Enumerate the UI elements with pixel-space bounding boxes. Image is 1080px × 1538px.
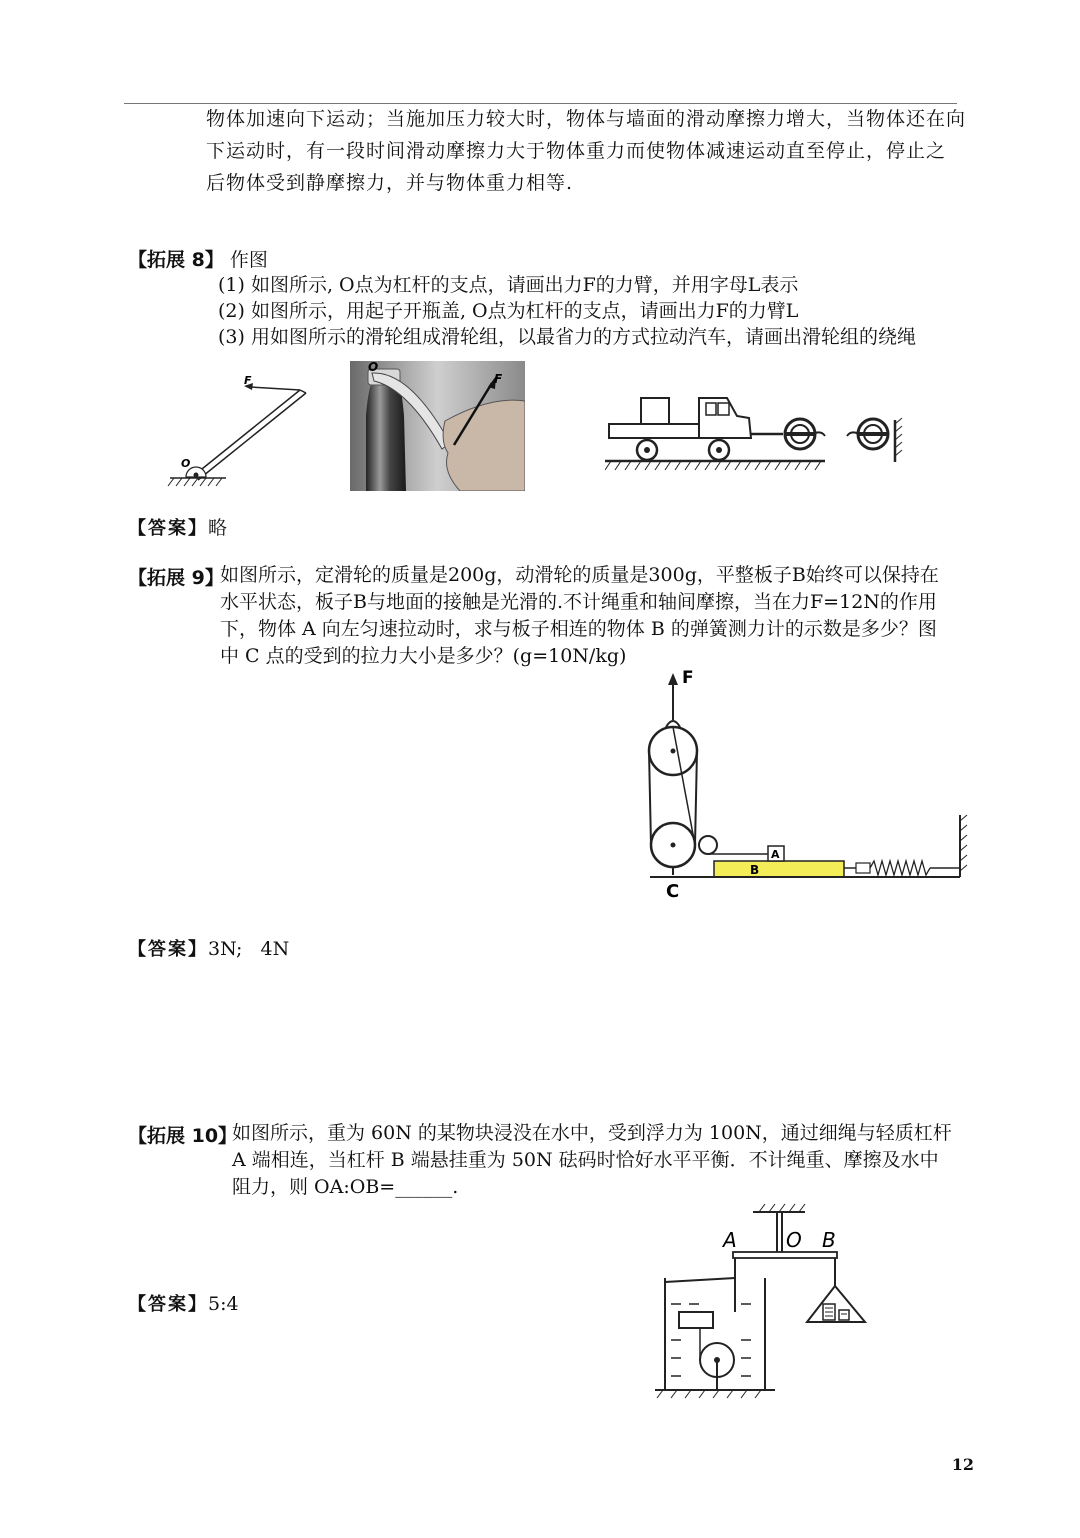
ex9-line: 下，物体 A 向左匀速拉动时，求与板子相连的物体 B 的弹簧测力计的示数是多少？图 — [220, 618, 937, 640]
ex10-line: 阻力，则 OA:OB=______. — [232, 1176, 459, 1198]
answer-text: 略 — [208, 517, 228, 539]
answer-text: 5:4 — [208, 1293, 239, 1315]
ex9-label: 【拓展 9】 — [128, 567, 224, 589]
board-b-label: B — [750, 863, 760, 877]
rope — [649, 751, 651, 845]
top-paragraph-line: 物体加速向下运动；当施加压力较大时，物体与墙面的滑动摩擦力增大，当物体还在向 — [206, 108, 967, 130]
force-label: F — [494, 372, 503, 386]
board-b — [714, 861, 844, 877]
pivot-point — [194, 473, 199, 478]
force-label: F — [244, 374, 252, 387]
ex10-label: 【拓展 10】 — [128, 1125, 238, 1147]
ex8-label: 【拓展 8】 — [128, 249, 224, 271]
truck — [609, 398, 751, 460]
label-a: A — [723, 1228, 737, 1252]
lever-figure — [160, 365, 310, 495]
lever-bar — [198, 393, 306, 480]
answer-label: 【答案】 — [128, 1294, 208, 1315]
page-number: 12 — [951, 1455, 974, 1474]
ex9-line: 水平状态，板子B与地面的接触是光滑的.不计绳重和轴间摩擦，当在力F=12N的作用 — [220, 591, 937, 613]
pivot-label: O — [181, 457, 191, 470]
top-paragraph — [206, 103, 966, 199]
ex10-line: 如图所示，重为 60N 的某物块浸没在水中，受到浮力为 100N，通过细绳与轻质杠杆 — [232, 1122, 952, 1144]
ex9-line: 如图所示，定滑轮的质量是200g，动滑轮的质量是300g，平整板子B始终可以保持在 — [220, 564, 939, 586]
guide-pulley — [699, 836, 717, 854]
ex8-item-1: (1) 如图所示, O点为杠杆的支点，请画出力F的力臂，并用字母L表示 — [218, 274, 799, 296]
ex9-question — [128, 562, 968, 670]
truck-pulley-figure — [605, 390, 910, 475]
pivot-label: O — [368, 361, 379, 374]
ex9-answer — [128, 935, 289, 962]
force-label: F — [682, 668, 694, 688]
block-a-label: A — [771, 848, 780, 861]
force-arrowhead — [668, 673, 678, 685]
lever-bar — [192, 390, 300, 477]
top-paragraph-line: 后物体受到静摩擦力，并与物体重力相等. — [206, 172, 574, 194]
answer-text: 3N; 4N — [208, 938, 290, 960]
truck-cargo — [641, 398, 669, 424]
weight-hanger — [807, 1286, 865, 1322]
truck-bed — [609, 424, 699, 438]
bottle-opener-photo — [350, 361, 525, 491]
answer-label: 【答案】 — [128, 939, 208, 960]
spring-scale-hook — [856, 863, 870, 873]
point-c-label: C — [666, 881, 680, 902]
rope — [695, 751, 697, 845]
ex8-item-2: (2) 如图所示，用起子开瓶盖, O点为杠杆的支点，请画出力F的力臂L — [218, 300, 799, 322]
ex8-item-3: (3) 用如图所示的滑轮组成滑轮组，以最省力的方式拉动汽车，请画出滑轮组的绕绳 — [218, 326, 916, 348]
answer-label: 【答案】 — [128, 518, 208, 539]
top-paragraph-line: 下运动时，有一段时间滑动摩擦力大于物体重力而使物体减速运动直至停止，停止之 — [206, 140, 947, 162]
force-arrow — [250, 387, 300, 390]
ex10-answer — [128, 1290, 239, 1317]
submerged-block — [679, 1312, 713, 1328]
ex8-answer — [128, 514, 227, 541]
ex8-header — [128, 245, 268, 273]
lever — [733, 1252, 837, 1258]
lever-water-figure — [655, 1200, 880, 1405]
spring-scale — [870, 861, 930, 875]
bottle — [366, 381, 406, 491]
label-o: O — [786, 1228, 802, 1252]
pulley-system-figure — [630, 665, 970, 910]
ex9-line: 中 C 点的受到的拉力大小是多少？(g=10N/kg) — [220, 645, 627, 667]
ex10-line: A 端相连，当杠杆 B 端悬挂重为 50N 砝码时恰好水平平衡．不计绳重、摩擦及水中 — [232, 1149, 939, 1171]
weight — [839, 1310, 849, 1320]
label-b: B — [822, 1228, 836, 1252]
ex10-question — [128, 1120, 968, 1201]
ex8-title: 作图 — [229, 249, 268, 271]
